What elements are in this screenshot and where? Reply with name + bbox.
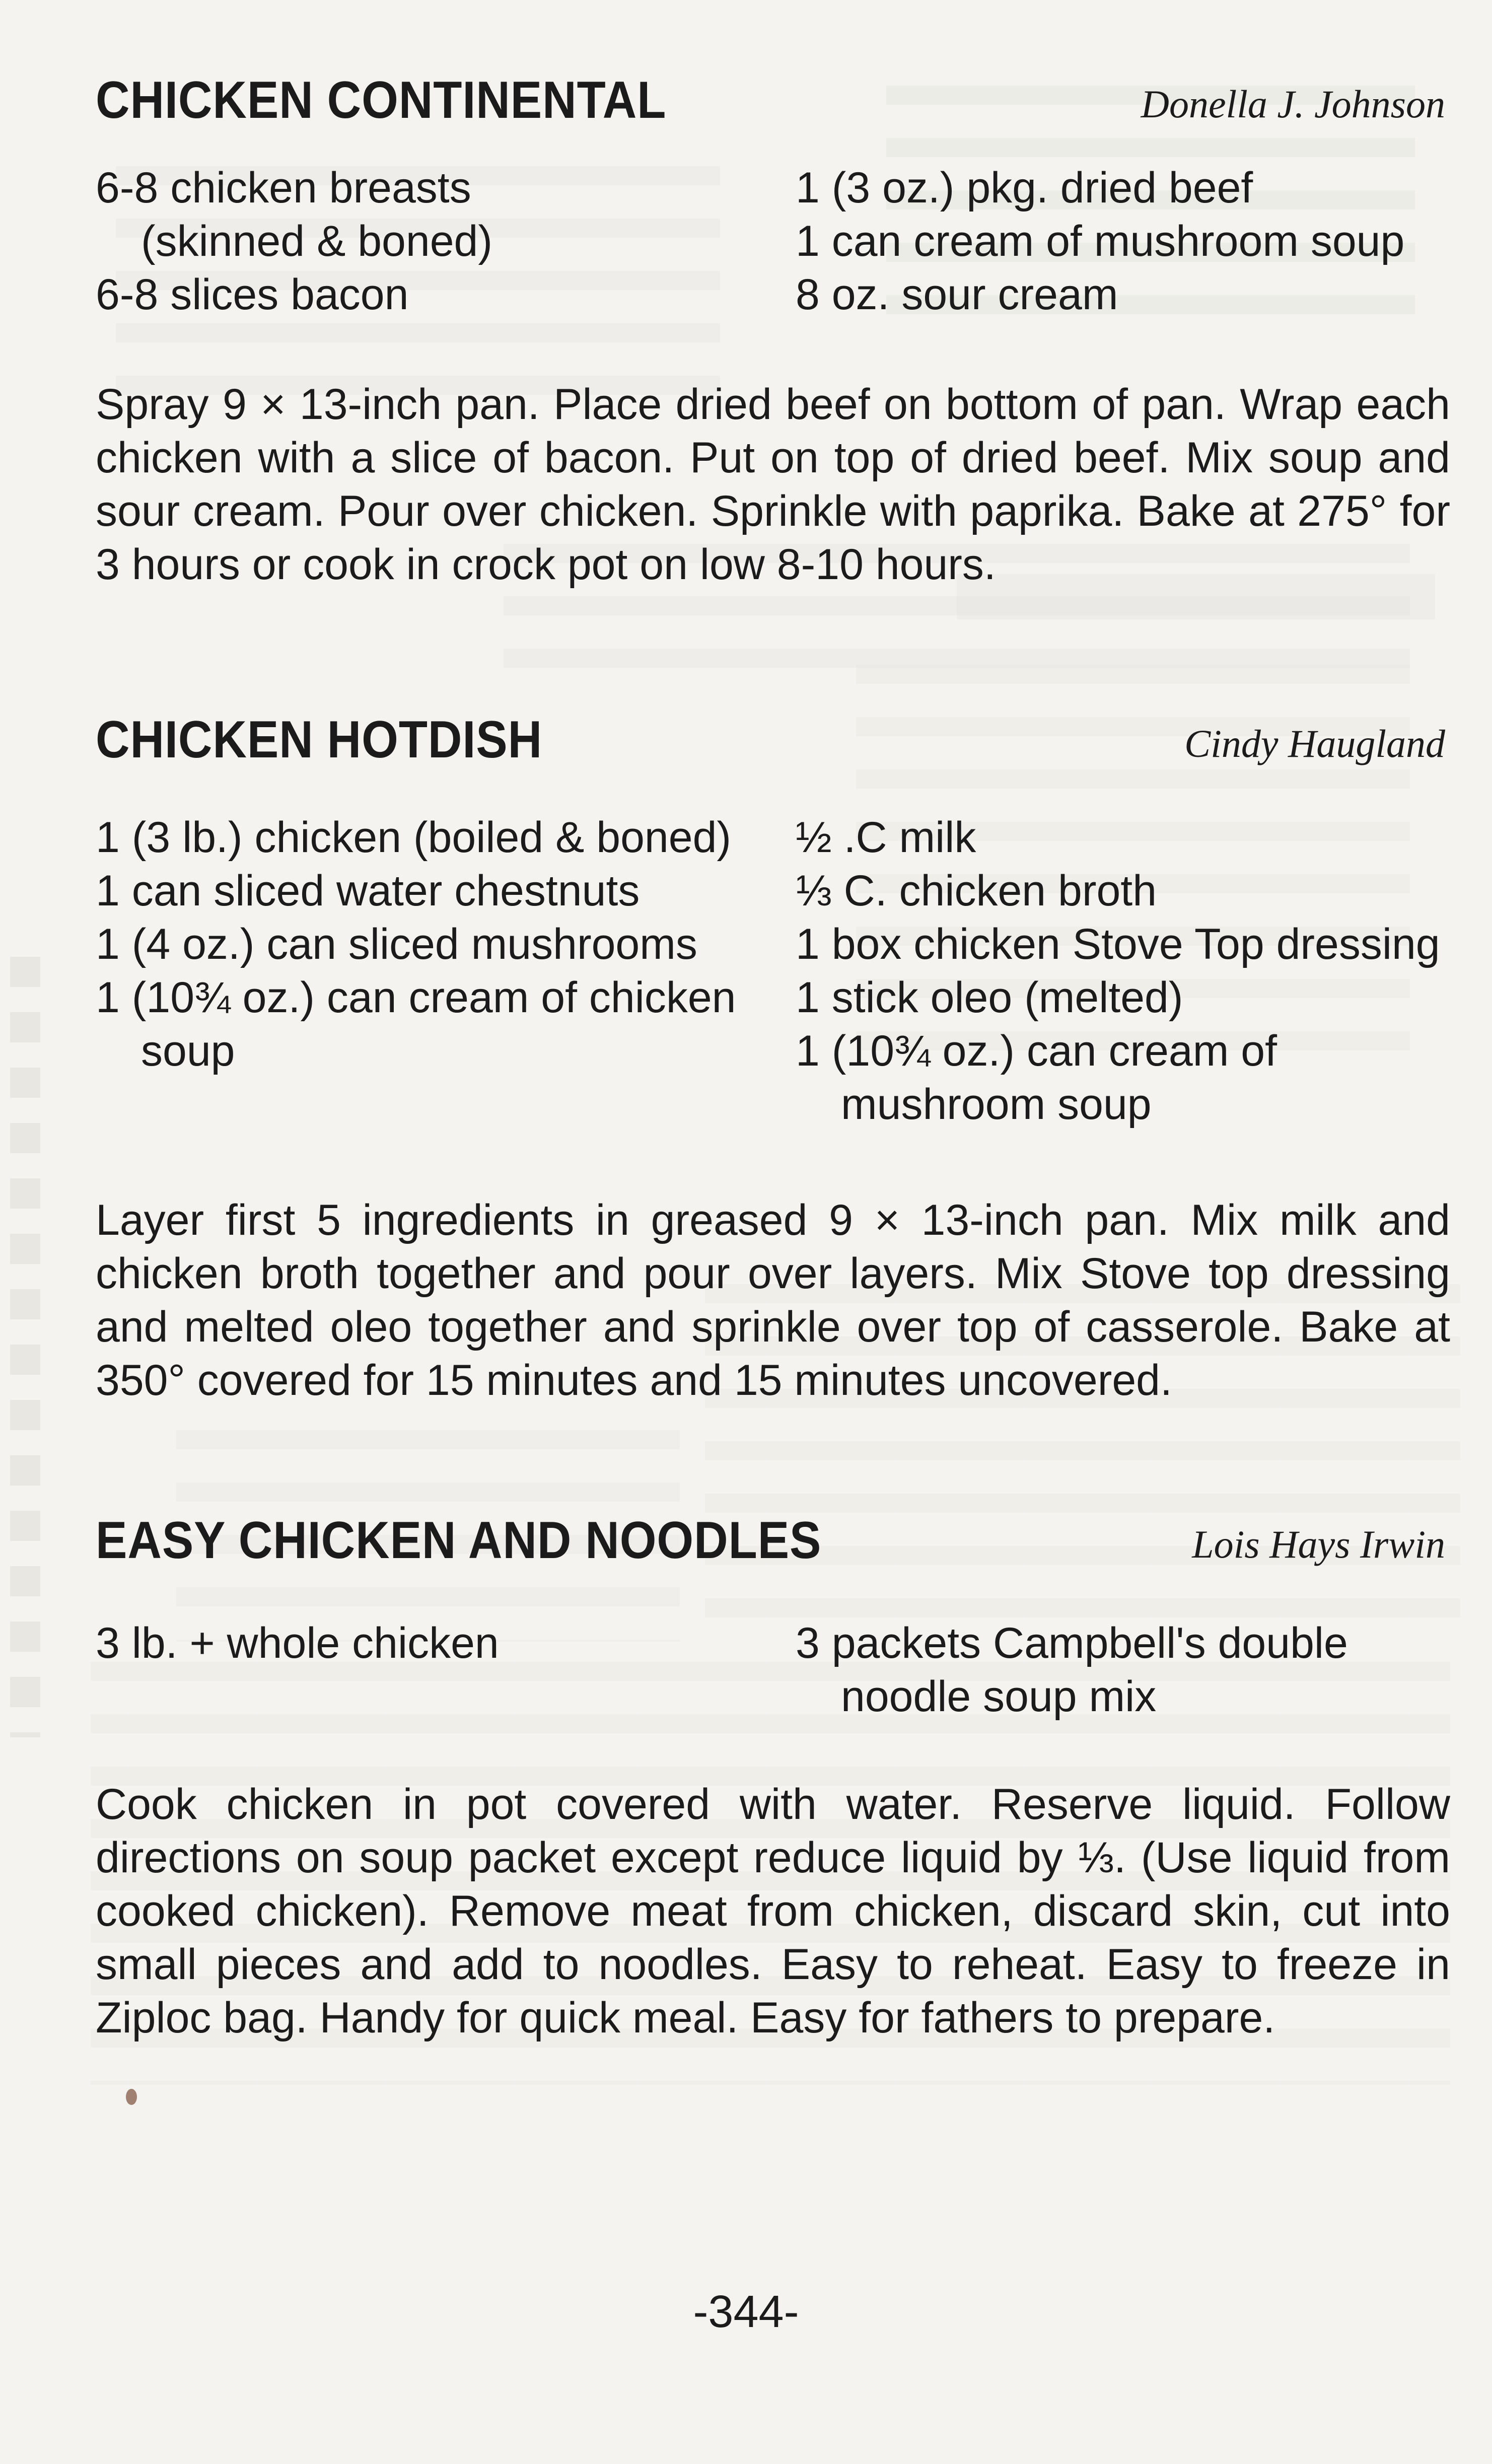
recipe-directions: Layer first 5 ingredients in greased 9 × 13-inch pan. Mix milk and chicken broth together and pour over layers. Mix Stove top dressing and melted oleo together and sprinkle over top of casserole. Bake at 350° covered for 15 minutes and 15 minutes uncovered.: [96, 1196, 1450, 1404]
recipe-chicken-hotdish: [96, 710, 1450, 1404]
ingredient: mushroom soup: [841, 1080, 1152, 1129]
ingredient: 1 can sliced water chestnuts: [96, 867, 640, 915]
ingredient: soup: [141, 1027, 235, 1075]
recipe-author: Donella J. Johnson: [1141, 82, 1445, 126]
recipe-chicken-continental: [96, 71, 1450, 589]
ingredients-right-column: [796, 161, 1450, 321]
page-number: -344-: [693, 2287, 799, 2337]
recipe-title: CHICKEN CONTINENTAL: [96, 71, 667, 129]
ingredient-list: [96, 1616, 1445, 1732]
ingredient: 1 (3 lb.) chicken (boiled & boned): [96, 813, 732, 862]
recipe-title: EASY CHICKEN AND NOODLES: [96, 1511, 822, 1570]
recipe-title: CHICKEN HOTDISH: [96, 711, 543, 769]
recipe-header: [96, 1511, 1445, 1581]
ingredient: 1 can cream of mushroom soup: [796, 217, 1405, 265]
ingredient: 1 (3 oz.) pkg. dried beef: [796, 164, 1253, 212]
ingredient: 8 oz. sour cream: [796, 270, 1118, 319]
ingredient: 1 (4 oz.) can sliced mushrooms: [96, 920, 697, 968]
ingredient: noodle soup mix: [841, 1672, 1157, 1721]
recipe-header: [96, 710, 1445, 781]
recipe-easy-chicken-and-noodles: [96, 1511, 1450, 2042]
paper-speck: [126, 2089, 137, 2105]
ingredient: 3 packets Campbell's double: [796, 1619, 1348, 1667]
ingredients-right-column: [796, 811, 1450, 1131]
ingredients-left-column: [96, 1616, 791, 1670]
ingredient: ½ .C milk: [796, 813, 976, 862]
recipe-header: [96, 71, 1445, 141]
ingredient: 1 box chicken Stove Top dressing: [796, 920, 1440, 968]
recipe-directions: Spray 9 × 13-inch pan. Place dried beef on bottom of pan. Wrap each chicken with a slice of bacon. Put on top of dried beef. Mix soup and sour cream. Pour over chicken. Sprinkle with paprika. Bake at 275° for 3 hours or cook in crock pot on low 8-10 hours.: [96, 380, 1450, 589]
recipe-author: Lois Hays Irwin: [1192, 1522, 1445, 1566]
ingredients-right-column: [796, 1616, 1450, 1723]
ingredient: 1 stick oleo (melted): [796, 973, 1183, 1022]
ingredients-left-column: [96, 811, 791, 1078]
recipe-directions: Cook chicken in pot covered with water. Reserve liquid. Follow directions on soup packet except reduce liquid by ⅓. (Use liquid from cooked chicken). Remove meat from chicken, discard skin, cut into small pieces and add to noodles. Easy to reheat. Easy to freeze in Ziploc bag. Handy for quick meal. Easy for fathers to prepare.: [96, 1780, 1450, 2042]
ingredient: 1 (10¾ oz.) can cream of: [796, 1027, 1277, 1075]
ingredient-list: [96, 161, 1445, 327]
ingredient: 6-8 slices bacon: [96, 270, 409, 319]
recipe-author: Cindy Haugland: [1184, 722, 1445, 765]
ingredient: 6-8 chicken breasts: [96, 164, 471, 212]
ingredient: (skinned & boned): [141, 217, 492, 265]
ingredient: ⅓ C. chicken broth: [796, 867, 1157, 915]
ingredient: 1 (10¾ oz.) can cream of chicken: [96, 973, 736, 1022]
ingredient-list: [96, 811, 1445, 1133]
ingredient: 3 lb. + whole chicken: [96, 1619, 499, 1667]
ingredients-left-column: [96, 161, 791, 321]
